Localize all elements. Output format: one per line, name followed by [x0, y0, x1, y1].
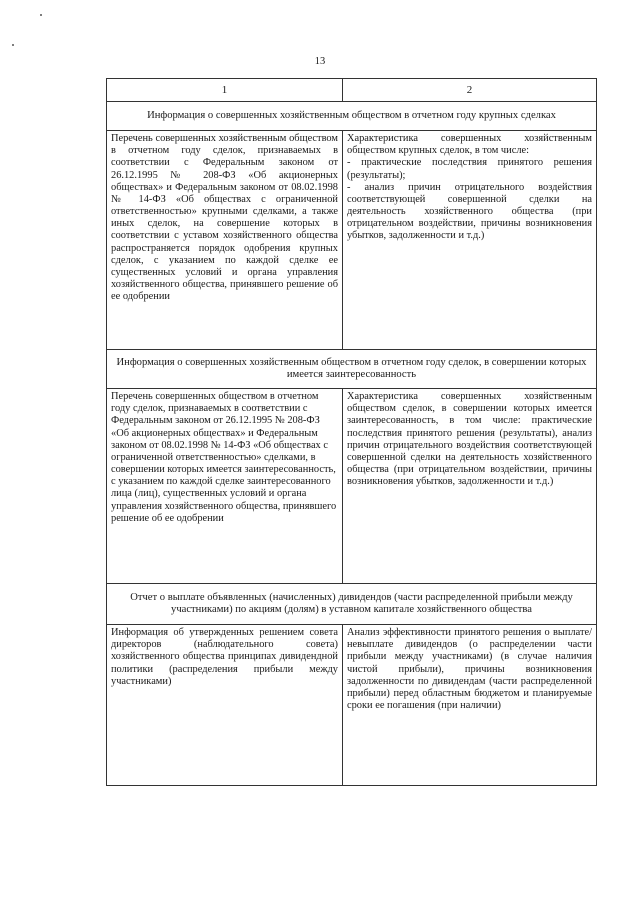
section-body-row [107, 389, 597, 584]
section-title-interested-deals: Информация о совершенных хозяйственным обществом в отчетном году сделок, в совершении которых имеется заинтересованность [107, 350, 597, 389]
scan-speck [40, 14, 42, 16]
scan-speck [12, 44, 14, 46]
section-title-row [107, 350, 597, 389]
major-deals-characteristics-cell: Характеристика совершенных хозяйственным обществом крупных сделок, в том числе: - практические последствия принятого решения (результаты); - анализ причин отрицательного воздействия соответствующей совершенной сделки на деятельность хозяйственного общества (при отрицательном воздействии, причины возникновения убытков, задолженности и т.д.) [343, 131, 597, 350]
page-number: 13 [314, 56, 326, 67]
dividend-analysis-cell: Анализ эффективности принятого решения о выплате/невыплате дивидендов (о распределении части прибыли между участниками) (в случае наличия чистой прибыли), причины возникновения задолженности по дивидендам (части распределенной прибыли) перед областным бюджетом и планируемые сроки ее погашения (при наличии) [343, 625, 597, 786]
section-title-major-deals: Информация о совершенных хозяйственным обществом в отчетном году крупных сделках [107, 102, 597, 131]
column-header-2: 2 [343, 79, 597, 102]
document-table [106, 78, 597, 786]
column-header-row [107, 79, 597, 102]
column-header-1: 1 [107, 79, 343, 102]
interested-deals-characteristics-cell: Характеристика совершенных хозяйственным обществом сделок, в совершении которых имеется заинтересованность, в том числе: практические последствия принятого решения (результаты), анализ причин отрицательного воздействия соответствующей совершенной сделки на деятельность хозяйственного общества (при отрицательном воздействии, причины возникновения убытков, задолженности и т.д.) [343, 389, 597, 584]
section-body-row [107, 131, 597, 350]
section-body-row [107, 625, 597, 786]
section-title-row [107, 584, 597, 625]
section-title-row [107, 102, 597, 131]
dividend-policy-cell: Информация об утвержденных решением совета директоров (наблюдательного совета) хозяйственного общества принципах дивидендной политики (распределения прибыли между участниками) [107, 625, 343, 786]
major-deals-list-cell: Перечень совершенных хозяйственным обществом в отчетном году сделок, признаваемых в соответствии с Федеральным законом от 26.12.1995 № 208-ФЗ «Об акционерных обществах» и Федеральным законом от 08.02.1998 № 14-ФЗ «Об обществах с ограниченной ответственностью» крупными сделками, а также иных сделок, на совершение которых в соответствии с уставом хозяйственного общества распространяется порядок одобрения крупных сделок, с указанием по каждой сделке ее существенных условий и органа управления хозяйственного общества, принявшего решение об ее одобрении [107, 131, 343, 350]
section-title-dividends: Отчет о выплате объявленных (начисленных) дивидендов (части распределенной прибыли между участниками) по акциям (долям) в уставном капитале хозяйственного общества [107, 584, 597, 625]
interested-deals-list-cell: Перечень совершенных обществом в отчетном году сделок, признаваемых в соответствии с Федеральным законом от 26.12.1995 № 208-ФЗ «Об акционерных обществах» и Федеральным законом от 08.02.1998 № 14-ФЗ «Об обществах с ограниченной ответственностью» сделками, в совершении которых имеется заинтересованность, с указанием по каждой сделке заинтересованного лица (лиц), существенных условий и органа управления хозяйственного общества, принявшего решение об ее одобрении [107, 389, 343, 584]
